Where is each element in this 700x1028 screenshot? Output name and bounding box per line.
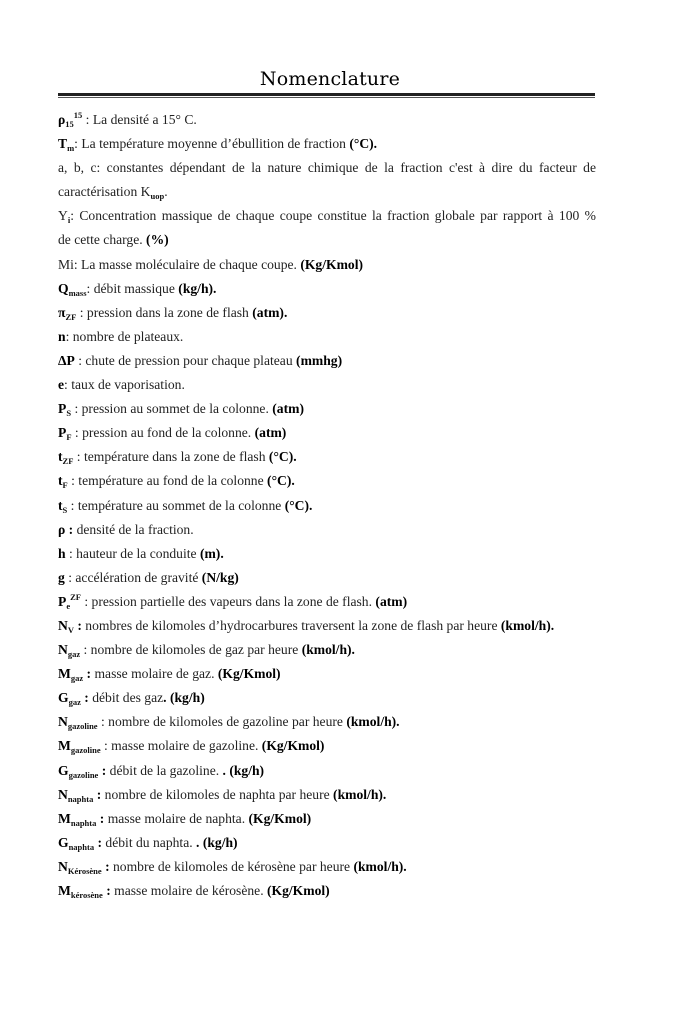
unit-label: (Kg/Kmol)	[245, 810, 312, 826]
symbol: ΔP	[58, 352, 75, 368]
symbol-subscript: gaz	[68, 697, 81, 708]
nomenclature-line	[58, 325, 596, 349]
definition-text: : pression dans la zone de flash	[76, 304, 249, 320]
symbol-colon: :	[93, 786, 102, 802]
definition-text: masse molaire de naphta.	[104, 810, 246, 826]
definition-text: masse molaire de gaz.	[91, 666, 215, 682]
definition-text: masse molaire de kérosène.	[110, 883, 264, 898]
nomenclature-line	[58, 132, 596, 156]
definition-text: a, b, c: constantes dépendant de la nature chimique de la fraction c'est à dire du facteur de	[58, 160, 596, 176]
definition-text: de cette charge.	[58, 232, 143, 248]
symbol-subscript: kérosène	[70, 890, 103, 900]
symbol: ρ	[58, 112, 66, 127]
nomenclature-line	[58, 807, 596, 831]
symbol-subscript: ZF	[65, 311, 77, 322]
nomenclature-line	[58, 469, 596, 493]
symbol-subscript: ZF	[62, 456, 74, 467]
definition-text: densité de la fraction.	[73, 521, 194, 537]
unit-label: (atm)	[268, 401, 304, 417]
unit-label: . (kg/h)	[163, 690, 205, 706]
unit-label: (°C).	[265, 449, 297, 465]
unit-label: (kmol/h).	[298, 642, 355, 658]
symbol-subscript: e	[66, 600, 71, 611]
nomenclature-line	[58, 518, 596, 542]
symbol: G	[58, 834, 69, 850]
definition-text-end: .	[164, 184, 168, 200]
nomenclature-line	[58, 855, 596, 879]
nomenclature-line	[58, 759, 596, 783]
nomenclature-line	[58, 156, 596, 180]
unit-label: (Kg/Kmol)	[258, 738, 325, 754]
nomenclature-line	[58, 638, 596, 662]
nomenclature-line	[58, 494, 596, 518]
definition-text: : chute de pression pour chaque plateau	[74, 352, 293, 368]
definition-text: : pression au sommet de la colonne.	[71, 401, 269, 417]
nomenclature-line	[58, 108, 596, 132]
symbol-colon: :	[73, 617, 82, 633]
symbol: N	[58, 642, 68, 658]
nomenclature-line	[58, 301, 596, 325]
definition-text: : température au sommet de la colonne	[67, 497, 282, 513]
unit-label: (atm)	[251, 425, 287, 441]
symbol: T	[58, 136, 68, 152]
definition-text: nombre de kilomoles de kérosène par heure	[109, 858, 351, 874]
symbol: G	[58, 762, 69, 778]
definition-text: : accélération de gravité	[64, 569, 199, 585]
symbol-colon: :	[80, 690, 89, 706]
symbol: Q	[58, 280, 69, 296]
symbol-colon: :	[83, 666, 92, 682]
symbol-subscript: 15	[65, 119, 74, 129]
symbol-subscript: Kérosène	[67, 865, 102, 876]
nomenclature-line	[58, 783, 596, 807]
nomenclature-line	[58, 397, 596, 421]
nomenclature-line	[58, 686, 596, 710]
definition-text: : pression partielle des vapeurs dans la zone de flash.	[80, 593, 373, 609]
symbol-subscript: naphta	[67, 793, 94, 804]
symbol-subscript: i	[67, 215, 71, 226]
symbol-subscript: gazoline	[67, 721, 98, 732]
nomenclature-list	[58, 108, 596, 903]
unit-label: (Kg/Kmol)	[214, 666, 281, 682]
symbol-subscript: m	[67, 143, 75, 154]
symbol: t	[58, 497, 63, 513]
nomenclature-line	[58, 349, 596, 373]
nomenclature-line	[58, 277, 596, 301]
nomenclature-line	[58, 734, 596, 758]
nomenclature-line	[58, 180, 596, 204]
unit-label: (kmol/h).	[329, 786, 387, 802]
nomenclature-line	[58, 253, 596, 277]
unit-label: (N/kg)	[198, 569, 239, 585]
symbol: e	[58, 377, 65, 393]
title-underline	[58, 93, 595, 96]
symbol-subscript: gaz	[67, 649, 81, 660]
definition-text: Mi: La masse moléculaire de chaque coupe.	[58, 256, 297, 272]
definition-text: : température au fond de la colonne	[67, 473, 264, 489]
symbol: N	[58, 617, 68, 633]
definition-text: caractérisation K	[58, 184, 151, 200]
symbol-subscript: mass	[68, 287, 87, 298]
nomenclature-line	[58, 421, 596, 445]
symbol-superscript: 15	[73, 110, 83, 120]
symbol-subscript: V	[67, 624, 74, 635]
symbol-subscript: gazoline	[70, 745, 101, 756]
definition-text: débit du naphta.	[102, 834, 193, 850]
unit-label: (°C).	[281, 497, 313, 513]
nomenclature-line	[58, 590, 596, 614]
symbol-subscript: F	[66, 432, 72, 443]
definition-text: : La densité a 15° C.	[82, 112, 197, 127]
unit-label: (kmol/h).	[342, 714, 400, 730]
symbol-subscript: F	[62, 480, 68, 491]
definition-text: nombre de kilomoles de naphta par heure	[101, 786, 330, 802]
nomenclature-line	[58, 445, 596, 469]
text-subscript: uop	[150, 191, 165, 202]
nomenclature-line	[58, 228, 596, 252]
nomenclature-line	[58, 710, 596, 734]
symbol-subscript: gaz	[70, 673, 84, 684]
symbol: M	[58, 666, 71, 682]
symbol: π	[58, 304, 66, 320]
unit-label: . (kg/h)	[219, 762, 265, 778]
definition-text: débit des gaz	[88, 690, 164, 706]
definition-text: : température dans la zone de flash	[73, 449, 266, 465]
nomenclature-line	[58, 879, 596, 903]
nomenclature-line	[58, 373, 596, 397]
definition-text: : pression au fond de la colonne.	[71, 425, 252, 441]
symbol-colon: :	[101, 858, 110, 874]
unit-label: (m).	[196, 545, 224, 561]
symbol-colon: :	[102, 883, 111, 898]
symbol-subscript: naphta	[68, 841, 95, 852]
symbol: P	[58, 425, 67, 441]
symbol: N	[58, 786, 68, 802]
definition-text: : nombre de kilomoles de gaz par heure	[80, 642, 299, 658]
nomenclature-line	[58, 831, 596, 855]
symbol-colon: :	[94, 834, 103, 850]
nomenclature-line	[58, 566, 596, 590]
symbol-subscript: naphta	[70, 817, 97, 828]
symbol-superscript: ZF	[70, 591, 81, 602]
symbol: M	[58, 810, 71, 826]
unit-label: (%)	[142, 232, 169, 248]
nomenclature-line	[58, 662, 596, 686]
symbol: g	[58, 569, 65, 585]
symbol: ρ :	[58, 521, 74, 537]
definition-text: débit de la gazoline.	[106, 762, 220, 778]
symbol: n	[58, 328, 66, 344]
definition-text: : nombre de plateaux.	[65, 328, 184, 344]
unit-label: (atm)	[372, 593, 408, 609]
definition-text: nombres de kilomoles d’hydrocarbures traversent la zone de flash par heure	[81, 617, 498, 633]
definition-text: : Concentration massique de chaque coupe constitue la fraction globale par rapport à 100 %	[70, 208, 596, 224]
symbol: N	[58, 858, 68, 874]
unit-label: . (kg/h)	[192, 834, 238, 850]
symbol: G	[58, 690, 69, 706]
definition-text: : taux de vaporisation.	[64, 377, 185, 393]
unit-label: (kmol/h).	[497, 617, 555, 633]
nomenclature-line	[58, 614, 596, 638]
symbol-colon: :	[98, 762, 107, 778]
definition-text: : hauteur de la conduite	[65, 545, 197, 561]
symbol: t	[58, 449, 63, 465]
symbol: P	[58, 593, 67, 609]
unit-label: (°C).	[345, 136, 378, 152]
nomenclature-line	[58, 204, 596, 228]
symbol: P	[58, 401, 67, 417]
nomenclature-line	[58, 542, 596, 566]
definition-text: : La température moyenne d’ébullition de fraction	[74, 136, 346, 152]
title-underline-thin	[58, 97, 595, 98]
unit-label: (Kg/Kmol)	[263, 883, 330, 898]
unit-label: (kg/h).	[174, 280, 217, 296]
symbol: M	[58, 883, 71, 898]
symbol-colon: :	[96, 810, 105, 826]
symbol: M	[58, 738, 71, 754]
symbol: N	[58, 714, 68, 730]
definition-text: : nombre de kilomoles de gazoline par heure	[97, 714, 343, 730]
unit-label: (kmol/h).	[350, 858, 407, 874]
unit-label: (Kg/Kmol)	[296, 256, 364, 272]
symbol: Y	[58, 208, 68, 224]
page-title: Nomenclature	[259, 68, 401, 90]
definition-text: : masse molaire de gazoline.	[100, 738, 259, 754]
unit-label: (°C).	[263, 473, 295, 489]
symbol-subscript: gazoline	[68, 769, 99, 780]
definition-text: : débit massique	[86, 280, 175, 296]
symbol-subscript: S	[66, 408, 72, 419]
unit-label: (atm).	[248, 304, 288, 320]
symbol: t	[58, 473, 63, 489]
symbol-subscript: S	[62, 504, 68, 515]
symbol: h	[58, 545, 66, 561]
unit-label: (mmhg)	[292, 352, 343, 368]
